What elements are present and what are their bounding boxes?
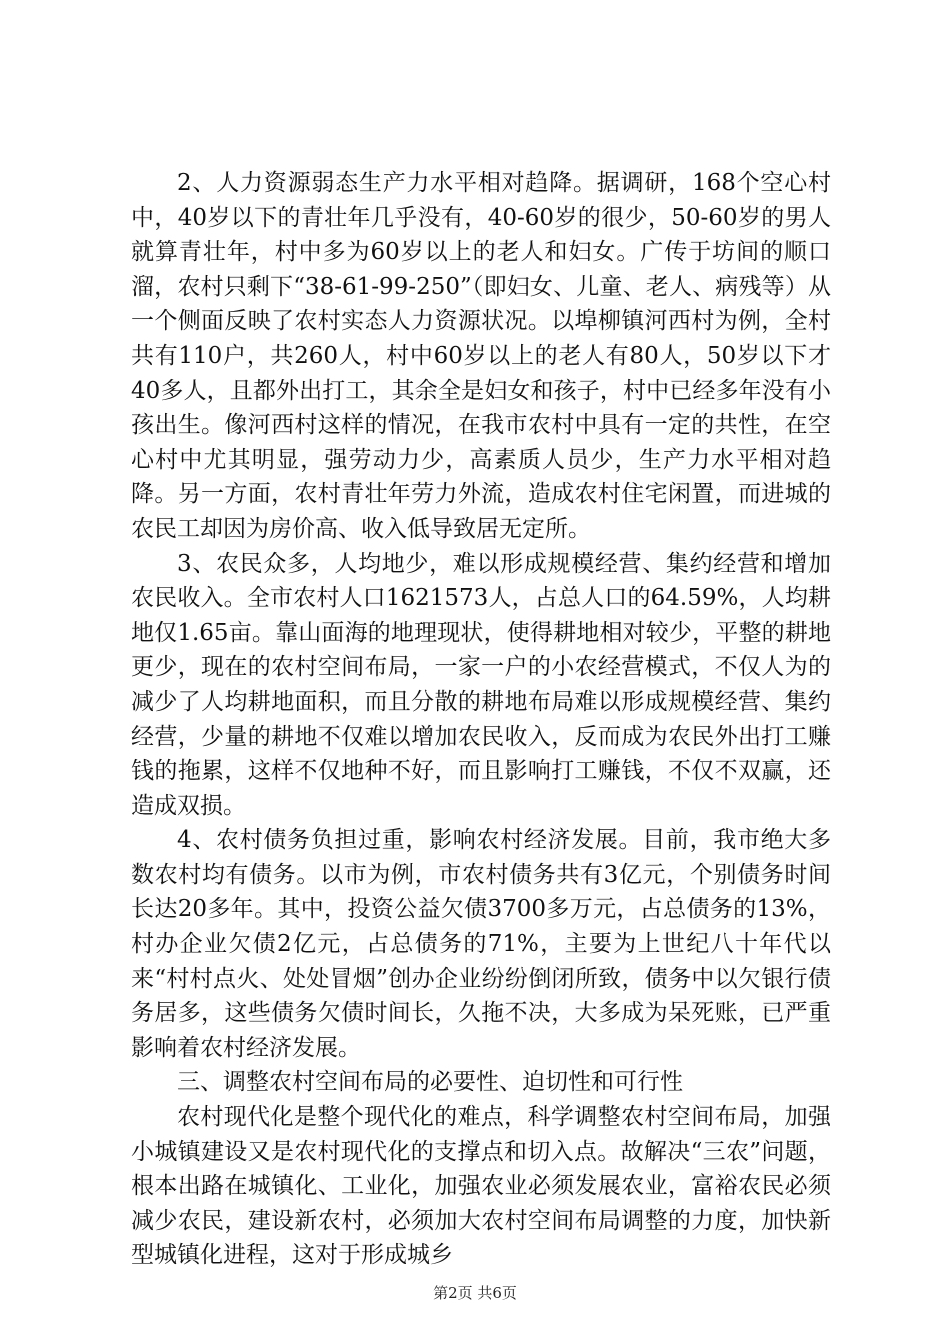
paragraph-farmland: 3、农民众多，人均地少，难以形成规模经营、集约经营和增加农民收入。全市农村人口1621573人，占总人口的64.59%，人均耕地仅1.65亩。靠山面海的地理现状，使得耕地相对较少，平整的耕地更少，现在的农村空间布局，一家一户的小农经营模式，不仅人为的减少了人均耕地面积，而且分散的耕地布局难以形成规模经营、集约经营，少量的耕地不仅难以增加农民收入，反而成为农民外出打工赚钱的拖累，这样不仅地种不好，而且影响打工赚钱，不仅不双赢，还造成双损。 — [131, 550, 831, 819]
section-heading-three: 三、调整农村空间布局的必要性、迫切性和可行性 — [177, 1069, 683, 1096]
page-number-footer: 第2页 共6页 — [433, 1284, 517, 1302]
paragraph-modernization: 农村现代化是整个现代化的难点，科学调整农村空间布局，加强小城镇建设又是农村现代化的支撑点和切入点。故解决“三农”问题，根本出路在城镇化、工业化，加强农业必须发展农业，富裕农民必须减少农民，建设新农村，必须加大农村空间布局调整的力度，加快新型城镇化进程，这对于形成城乡 — [131, 1104, 831, 1269]
paragraph-rural-debt: 4、农村债务负担过重，影响农村经济发展。目前，我市绝大多数农村均有债务。以市为例，市农村债务共有3亿元，个别债务时间长达20多年。其中，投资公益欠债3700多万元，占总债务的13%，村办企业欠债2亿元，占总债务的71%，主要为上世纪八十年代以来“村村点火、处处冒烟”创办企业纷纷倒闭所致，债务中以欠银行债务居多，这些债务欠债时间长，久拖不决，大多成为呆死账，已严重影响着农村经济发展。 — [131, 827, 831, 1061]
paragraph-human-resources: 2、人力资源弱态生产力水平相对趋降。据调研，168个空心村中，40岁以下的青壮年几乎没有，40-60岁的很少，50-60岁的男人就算青壮年，村中多为60岁以上的老人和妇女。广传于坊间的顺口溜，农村只剩下“38-61-99-250”（即妇女、儿童、老人、病残等）从一个侧面反映了农村实态人力资源状况。以埠柳镇河西村为例，全村共有110户，共260人，村中60岁以上的老人有80人，50岁以下才40多人，且都外出打工，其余全是妇女和孩子，村中已经多年没有小孩出生。像河西村这样的情况，在我市农村中具有一定的共性，在空心村中尤其明显，强劳动力少，高素质人员少，生产力水平相对趋降。另一方面，农村青壮年劳力外流，造成农村住宅闲置，而进城的农民工却因为房价高、收入低导致居无定所。 — [131, 170, 831, 542]
document-body — [131, 166, 831, 1273]
